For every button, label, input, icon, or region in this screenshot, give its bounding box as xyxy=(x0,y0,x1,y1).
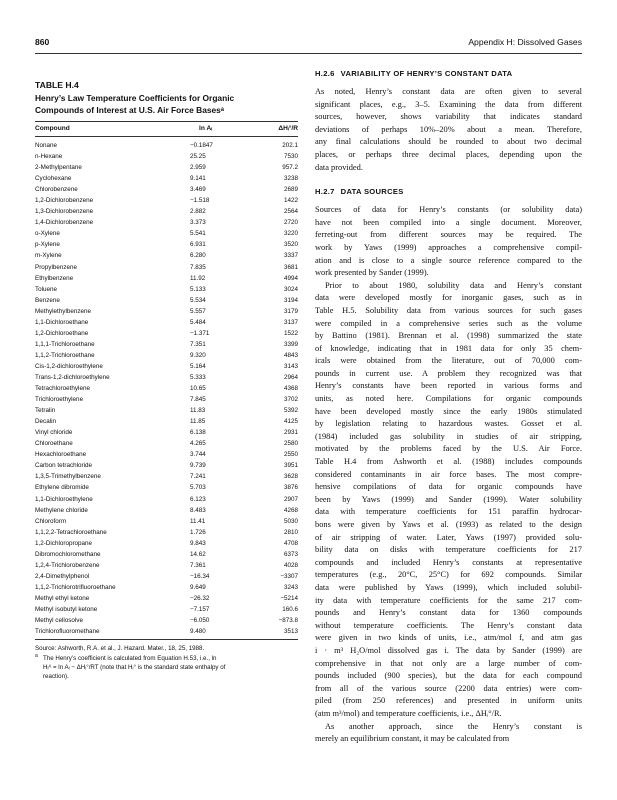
cell-ln-a: 5.541 xyxy=(190,230,206,238)
text-line: pounds and Henry’s constant data for 1360 compounds xyxy=(315,608,582,618)
table-row xyxy=(35,494,298,505)
text-line: have been developed mostly since the early 1980s stimulated xyxy=(315,406,582,416)
cell-compound: 1,1,2-Trichloroethane xyxy=(35,351,95,359)
text-line: ferreting-out from different sources may be required. The xyxy=(315,230,582,240)
text-line: from all of the various source (2200 data entries) were com- xyxy=(315,683,582,693)
table-row xyxy=(35,527,298,538)
table-title-line: Compounds of Interest at U.S. Air Force Basesᵃ xyxy=(35,105,224,115)
cell-ln-a: 6.280 xyxy=(190,252,206,260)
text-line: motivated by the problems faced by the U.S. Air Force. xyxy=(315,444,582,454)
text-line: pounds in current use. A problem they recognized was that xyxy=(315,368,582,378)
text-line: (1984) included gas solubility in studies of air stripping, xyxy=(315,431,582,441)
table-row xyxy=(35,626,298,637)
cell-ln-a: 6.931 xyxy=(190,241,206,249)
cell-compound: 1,1-Dichloroethane xyxy=(35,318,89,326)
text-line: Table H.4 from Ashworth et al. (1988) includes compounds xyxy=(315,457,582,467)
cell-delta-h: 3238 xyxy=(283,175,298,183)
cell-compound: Dibromochloromethane xyxy=(35,550,101,558)
text-line: temperatures (e.g., 20°C, 25°C) for 692 compounds. Similar xyxy=(315,570,582,580)
table-row xyxy=(35,615,298,626)
cell-ln-a: 2.959 xyxy=(190,164,206,172)
cell-compound: 1,2-Dichlorobenzene xyxy=(35,197,94,205)
paragraph xyxy=(315,204,582,280)
text-line: without temperature coefficients. The Henry’s constant data xyxy=(315,620,582,630)
header-rule xyxy=(35,53,582,54)
cell-ln-a: 7.835 xyxy=(190,263,206,271)
text-line: i · m³ H₂O/mol dissolved gas i. The data by Sander (1999) are xyxy=(315,645,582,655)
cell-delta-h: 3220 xyxy=(283,230,298,238)
table-row xyxy=(35,339,298,350)
cell-delta-h: 2907 xyxy=(283,495,298,503)
cell-ln-a: 25.25 xyxy=(190,153,206,161)
cell-delta-h: 4994 xyxy=(283,274,298,282)
cell-delta-h: 957.2 xyxy=(282,164,298,172)
text-line: were given in two kinds of units, i.e., atm/mol f, and atm gas xyxy=(315,633,582,643)
table-row xyxy=(35,582,298,593)
running-header xyxy=(35,37,582,49)
table-row xyxy=(35,284,298,295)
footnote-line: reaction). xyxy=(43,673,69,681)
column-header-compound: Compound xyxy=(35,125,70,132)
cell-delta-h: 3399 xyxy=(283,340,298,348)
section-title: VARIABILITY OF HENRY’S CONSTANT DATA xyxy=(340,69,513,78)
cell-ln-a: 11.85 xyxy=(190,418,206,426)
cell-delta-h: 3702 xyxy=(283,396,298,404)
cell-ln-a: 9.141 xyxy=(190,175,206,183)
cell-compound: Decalin xyxy=(35,418,56,426)
cell-compound: 1,2,4-Trichlorobenzene xyxy=(35,561,100,569)
cell-ln-a: 7.361 xyxy=(190,561,206,569)
cell-compound: Trichloroethylene xyxy=(35,396,84,404)
cell-delta-h: 160.6 xyxy=(282,605,298,613)
table-row xyxy=(35,516,298,527)
table-row xyxy=(35,350,298,361)
table-row xyxy=(35,195,298,206)
cell-compound: 1,1,2,2-Tetrachloroethane xyxy=(35,528,107,536)
text-line: by legislation relating to hazardous wastes. Gosset et al. xyxy=(315,419,582,429)
cell-delta-h: 2931 xyxy=(283,429,298,437)
cell-ln-a: 5.534 xyxy=(190,296,206,304)
cell-ln-a: −1.518 xyxy=(190,197,210,205)
cell-delta-h: 2810 xyxy=(283,528,298,536)
cell-ln-a: 11.41 xyxy=(190,517,206,525)
table-row xyxy=(35,505,298,516)
cell-compound: o-Xylene xyxy=(35,230,60,238)
cell-compound: Trichlorofluoromethane xyxy=(35,628,100,636)
text-line: significant places, e.g., 3–5. Examining the data from different xyxy=(315,99,582,109)
table-header-rule xyxy=(35,136,298,137)
cell-ln-a: 10.65 xyxy=(190,385,206,393)
cell-compound: 1,3,5-Trimethylbenzene xyxy=(35,473,101,481)
table-row xyxy=(35,140,298,151)
cell-delta-h: 3520 xyxy=(283,241,298,249)
cell-ln-a: −7.157 xyxy=(190,605,210,613)
cell-delta-h: 2720 xyxy=(283,219,298,227)
table-row xyxy=(35,151,298,162)
text-line: As noted, Henry’s constant data are often given to several xyxy=(315,87,582,96)
table-notes xyxy=(35,644,298,682)
cell-delta-h: 5030 xyxy=(283,517,298,525)
cell-compound: Ethylene dibromide xyxy=(35,484,89,492)
cell-ln-a: 1.726 xyxy=(190,528,206,536)
table-row xyxy=(35,173,298,184)
table-row xyxy=(35,571,298,582)
cell-compound: Cis-1,2-dichloroethylene xyxy=(35,362,103,370)
cell-ln-a: 9.649 xyxy=(190,583,206,591)
table-row xyxy=(35,162,298,173)
text-line: data were published by Yaws (1999), which included solubil- xyxy=(315,582,582,592)
cell-delta-h: 3243 xyxy=(283,583,298,591)
text-line: piled (from 250 references) and presented in uniform units xyxy=(315,696,582,706)
section-heading xyxy=(315,186,582,198)
text-line: any final calculations should be rounded to about two decimal xyxy=(315,137,582,147)
cell-delta-h: 7530 xyxy=(283,153,298,161)
cell-delta-h: 1422 xyxy=(283,197,298,205)
body-text-column xyxy=(315,68,582,746)
cell-compound: Nonane xyxy=(35,142,58,149)
cell-compound: Methylene chloride xyxy=(35,506,88,514)
table-row xyxy=(35,317,298,328)
cell-ln-a: 6.138 xyxy=(190,429,206,437)
page-number: 860 xyxy=(35,37,50,47)
text-line: were compiled in a comprehensive series such as the volume xyxy=(315,318,582,328)
text-line: of knowledge, indicating that in 1981 data for only 35 chem- xyxy=(315,343,582,353)
cell-compound: 1,3-Dichlorobenzene xyxy=(35,208,94,216)
text-line: have not been compiled into a single document. Moreover, xyxy=(315,217,582,227)
cell-delta-h: 3876 xyxy=(283,484,298,492)
paragraph xyxy=(315,86,582,174)
table-row xyxy=(35,295,298,306)
cell-delta-h: 4368 xyxy=(283,385,298,393)
cell-compound: Propylbenzene xyxy=(35,263,78,271)
text-line: merely an equilibrium constant, it may be calculated from xyxy=(315,734,510,744)
cell-delta-h: −873.8 xyxy=(278,617,298,625)
table-row xyxy=(35,228,298,239)
text-line: (atm m³/mol) and temperature coefficients, i.e., ΔHᵢ°/R. xyxy=(315,708,502,718)
text-line: deviations of perhaps 10%–20% about a mean. Therefore, xyxy=(315,124,582,134)
cell-ln-a: 9.480 xyxy=(190,628,206,636)
column-header-delta-h: ΔHᵢ°/R xyxy=(278,125,298,132)
text-line: Sources of data for Henry’s constants (or solubility data) xyxy=(315,205,582,215)
section-title: DATA SOURCES xyxy=(340,187,404,197)
table-header-row xyxy=(35,122,298,136)
text-line: considered contaminants in air force bases. The most compre- xyxy=(315,469,582,479)
cell-ln-a: 7.845 xyxy=(190,396,206,404)
cell-compound: Chloroform xyxy=(35,517,67,525)
cell-delta-h: 2550 xyxy=(283,451,298,459)
cell-delta-h: 3143 xyxy=(283,362,298,370)
cell-delta-h: 3179 xyxy=(283,307,298,315)
cell-compound: 1,2-Dichloroethane xyxy=(35,329,89,337)
cell-ln-a: 5.703 xyxy=(190,484,206,492)
text-line: As another approach, since the Henry’s constant is xyxy=(325,721,582,731)
cell-delta-h: −3307 xyxy=(280,572,298,580)
cell-compound: Benzene xyxy=(35,296,60,304)
cell-ln-a: 3.373 xyxy=(190,219,206,227)
cell-compound: Toluene xyxy=(35,285,58,293)
text-line: pounds included (900 species), but the data for each compound xyxy=(315,671,582,681)
table-h4 xyxy=(35,79,298,682)
cell-ln-a: 5.133 xyxy=(190,285,206,293)
table-row xyxy=(35,593,298,604)
cell-compound: Cyclohexane xyxy=(35,175,72,183)
text-line: ation and is close to a single source reference compared to the xyxy=(315,255,582,265)
cell-delta-h: 6373 xyxy=(283,550,298,558)
cell-ln-a: 3.744 xyxy=(190,451,206,459)
table-row xyxy=(35,460,298,471)
section-number: H.2.7 xyxy=(315,187,335,197)
text-line: Prior to about 1980, solubility data and Henry’s constant xyxy=(325,280,582,290)
table-row xyxy=(35,449,298,460)
cell-delta-h: −5214 xyxy=(280,594,298,602)
footnote-line: The Henry’s coefficient is calculated from Equation H.53, i.e., ln xyxy=(43,654,217,662)
cell-delta-h: 4843 xyxy=(283,351,298,359)
cell-ln-a: 7.351 xyxy=(190,340,206,348)
cell-ln-a: 8.483 xyxy=(190,506,206,514)
cell-compound: Ethylbenzene xyxy=(35,274,74,282)
cell-ln-a: 4.265 xyxy=(190,440,206,448)
text-line: bility data on disks with temperature coefficients for 217 xyxy=(315,545,582,555)
cell-delta-h: 4125 xyxy=(283,418,298,426)
cell-delta-h: 3951 xyxy=(283,462,298,470)
cell-compound: Chlorobenzene xyxy=(35,186,78,194)
cell-ln-a: 7.241 xyxy=(190,473,206,481)
table-row xyxy=(35,239,298,250)
table-source: Source: Ashworth, R.A. et al., J. Hazard. Mater., 18, 25, 1988. xyxy=(35,645,205,653)
cell-compound: p-Xylene xyxy=(35,241,60,249)
cell-compound: Methylethylbenzene xyxy=(35,307,92,315)
cell-delta-h: 3137 xyxy=(283,318,298,326)
table-row xyxy=(35,184,298,195)
cell-compound: 2,4-Dimethylphenol xyxy=(35,572,90,580)
text-line: data with temperature coefficients for 151 paraffin hydrocar- xyxy=(315,507,582,517)
cell-compound: m-Xylene xyxy=(35,252,62,260)
table-row xyxy=(35,405,298,416)
cell-compound: Methyl cellosolve xyxy=(35,617,83,625)
text-line: comprehensive in that not only are a large number of com- xyxy=(315,658,582,668)
cell-delta-h: 4028 xyxy=(283,561,298,569)
cell-ln-a: −26.32 xyxy=(190,594,210,602)
cell-compound: 1,1-Dichloroethylene xyxy=(35,495,93,503)
table-label: TABLE H.4 xyxy=(35,80,79,90)
cell-ln-a: 9.320 xyxy=(190,351,206,359)
footnote-mark: a xyxy=(35,652,38,659)
cell-delta-h: 2580 xyxy=(283,440,298,448)
cell-delta-h: 4708 xyxy=(283,539,298,547)
paragraph xyxy=(315,721,582,746)
text-line: hensive compilations of data for organic compounds have xyxy=(315,482,582,492)
table-footnote xyxy=(35,654,298,682)
cell-ln-a: 5.557 xyxy=(190,307,206,315)
cell-ln-a: −16.34 xyxy=(190,572,210,580)
column-header-ln-a: ln Aᵢ xyxy=(199,125,213,132)
cell-delta-h: 2564 xyxy=(283,208,298,216)
table-body xyxy=(35,140,298,637)
table-title-line: Henry’s Law Temperature Coefficients for Organic xyxy=(35,93,235,103)
text-line: by Battino (1981). Brennan et al. (1998) summarized the state xyxy=(315,331,582,341)
cell-compound: 2-Methylpentane xyxy=(35,164,82,172)
cell-compound: Methyl ethyl ketone xyxy=(35,594,90,602)
text-line: of air stripping of water. Later, Yaws (1997) provided solu- xyxy=(315,532,582,542)
running-title: Appendix H: Dissolved Gases xyxy=(468,37,582,47)
cell-ln-a: 6.123 xyxy=(190,495,206,503)
cell-ln-a: −0.1847 xyxy=(190,142,213,149)
cell-ln-a: 11.92 xyxy=(190,274,206,282)
table-row xyxy=(35,361,298,372)
cell-compound: Hexachloroethane xyxy=(35,451,87,459)
cell-delta-h: 3337 xyxy=(283,252,298,260)
text-line: bons were given by Yaws et al. (1993) as related to the design xyxy=(315,520,582,529)
cell-compound: Trans-1,2-dichloroethylene xyxy=(35,373,110,381)
cell-delta-h: 2964 xyxy=(283,373,298,381)
cell-compound: 1,4-Dichlorobenzene xyxy=(35,219,94,227)
table-row xyxy=(35,416,298,427)
cell-compound: Tetralin xyxy=(35,407,56,415)
table-row xyxy=(35,482,298,493)
table-row xyxy=(35,372,298,383)
table-bottom-rule xyxy=(35,639,298,640)
text-line: Table H.5. Solubility data from various sources for such gases xyxy=(315,305,582,315)
text-line: ity data with temperature coefficients for the same 217 com- xyxy=(315,595,582,605)
cell-compound: Vinyl chloride xyxy=(35,429,73,437)
cell-delta-h: 5392 xyxy=(283,407,298,415)
paragraph xyxy=(315,280,582,721)
cell-delta-h: 3628 xyxy=(283,473,298,481)
table-row xyxy=(35,206,298,217)
cell-compound: 1,1,2-Trichlorotrifluoroethane xyxy=(35,583,116,591)
table-title xyxy=(35,92,298,116)
cell-compound: Methyl isobutyl ketone xyxy=(35,605,98,613)
cell-compound: n-Hexane xyxy=(35,153,63,161)
table-row xyxy=(35,250,298,261)
table-row xyxy=(35,427,298,438)
text-line: units, as noted here. Compilations for organic compounds xyxy=(315,394,582,404)
table-row xyxy=(35,217,298,228)
text-line: work presented by Sander (1999). xyxy=(315,268,429,278)
cell-ln-a: 5.164 xyxy=(190,362,206,370)
cell-delta-h: 3681 xyxy=(283,263,298,271)
cell-ln-a: 9.843 xyxy=(190,539,206,547)
text-line: sources, however, shows variability that indicates standard xyxy=(315,112,582,122)
cell-delta-h: 4268 xyxy=(283,506,298,514)
text-line: places, or perhaps three decimal places, depending upon the xyxy=(315,149,582,159)
section-number: H.2.6 xyxy=(315,69,335,78)
cell-ln-a: −1.371 xyxy=(190,329,210,337)
text-line: work by Yaws (1999) approaches a comprehensive compil- xyxy=(315,242,582,252)
cell-ln-a: 11.83 xyxy=(190,407,206,415)
table-row xyxy=(35,328,298,339)
cell-ln-a: 3.469 xyxy=(190,186,206,194)
cell-delta-h: 3194 xyxy=(283,296,298,304)
text-line: been by Yaws (1999) and Sander (1999). Water solubility xyxy=(315,494,582,504)
cell-ln-a: 14.62 xyxy=(190,550,206,558)
cell-delta-h: 3513 xyxy=(283,628,298,636)
cell-delta-h: 2689 xyxy=(283,186,298,194)
text-line: data were developed mostly for inorganic gases, such as in xyxy=(315,293,582,303)
table-row xyxy=(35,383,298,394)
table-row xyxy=(35,538,298,549)
cell-delta-h: 3024 xyxy=(283,285,298,293)
cell-compound: 1,2-Dichloropropane xyxy=(35,539,93,547)
cell-ln-a: −6.050 xyxy=(190,617,210,625)
table-row xyxy=(35,549,298,560)
cell-ln-a: 2.882 xyxy=(190,208,206,216)
text-line: data provided. xyxy=(315,162,363,172)
cell-compound: Tetrachloroethylene xyxy=(35,385,90,393)
cell-ln-a: 9.739 xyxy=(190,462,206,470)
table-row xyxy=(35,471,298,482)
footnote-line: Hᵢᴬ = ln Aᵢ − ΔHᵢ°/RT (note that Hᵢ° is the standard state enthalpy of xyxy=(43,663,226,671)
cell-delta-h: 1522 xyxy=(283,329,298,337)
cell-delta-h: 202.1 xyxy=(282,142,298,149)
table-row xyxy=(35,262,298,273)
cell-ln-a: 5.333 xyxy=(190,373,206,381)
cell-compound: 1,1,1-Trichloroethane xyxy=(35,340,95,348)
section-heading xyxy=(315,68,582,80)
cell-compound: Chloroethane xyxy=(35,440,73,448)
text-line: compounds and included Henry’s constants at representative xyxy=(315,557,582,567)
table-row xyxy=(35,604,298,615)
text-line: icals were obtained from the literature, out of 70,000 com- xyxy=(315,356,582,366)
table-row xyxy=(35,560,298,571)
cell-ln-a: 5.484 xyxy=(190,318,206,326)
text-line: Henry’s constants have been reported in various forms and xyxy=(315,381,582,391)
cell-compound: Carbon tetrachloride xyxy=(35,462,93,470)
table-row xyxy=(35,438,298,449)
table-row xyxy=(35,273,298,284)
table-row xyxy=(35,306,298,317)
table-row xyxy=(35,394,298,405)
